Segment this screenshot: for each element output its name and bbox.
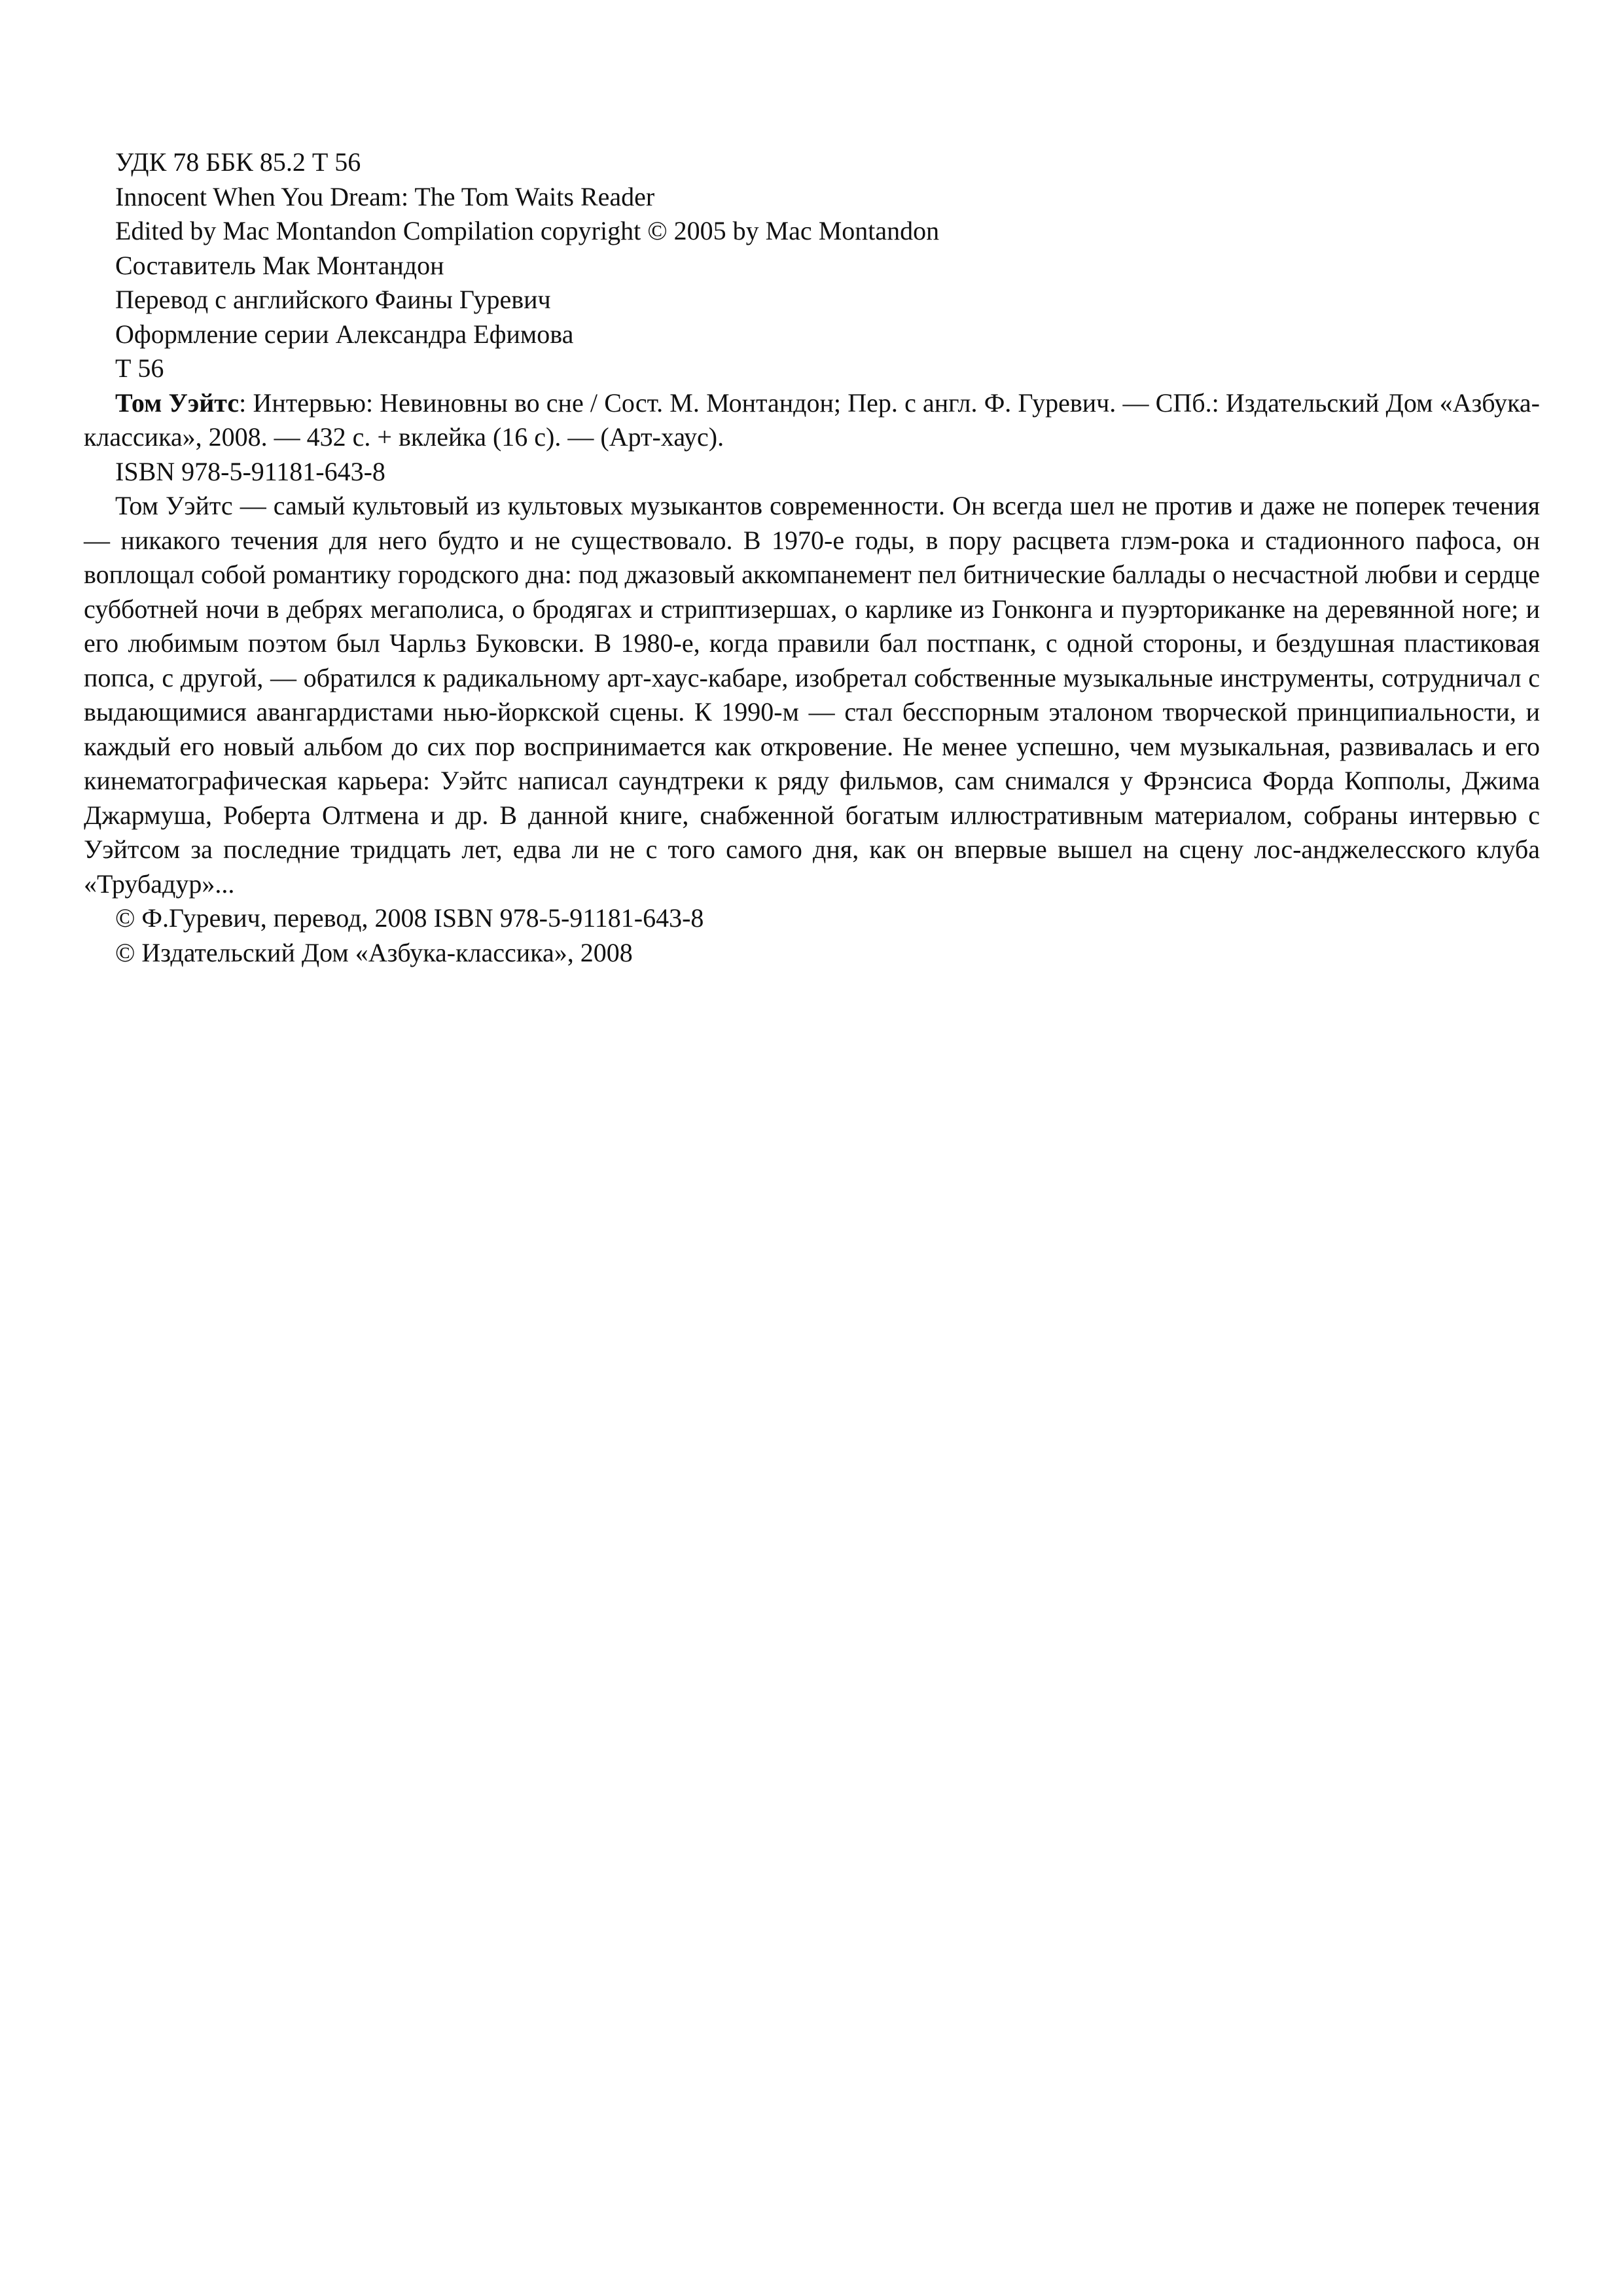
citation-author: Том Уэйтс [115,387,240,418]
original-title-line: Innocent When You Dream: The Tom Waits Reader [115,181,655,211]
edited-by-line: Edited by Mac Montandon Compilation copyright © 2005 by Mac Montandon [115,216,940,245]
bibliographic-citation [84,386,1540,455]
author-mark-line: Т 56 [115,353,164,383]
udc-bbk-line: УДК 78 ББК 85.2 Т 56 [115,147,361,177]
translation-line: Перевод с английского Фаины Гуревич [115,285,551,314]
compiler-line: Составитель Мак Монтандон [115,250,444,280]
isbn-line: ISBN 978-5-91181-643-8 [115,456,385,486]
copyright-translation-line: © Ф.Гуревич, перевод, 2008 ISBN 978-5-91181-643-8 [115,903,704,933]
imprint-text-block [84,145,1540,970]
annotation-paragraph: Том Уэйтс — самый культовый из культовых музыкантов современности. Он всегда шел не против и даже не поперек течения — никакого течения для него будто и не существовало. В 1970-е годы, в пору расцвета глэм-рока и стадионного пафоса, он воплощал собой романтику городского дна: под джазовый аккомпанемент пел битнические баллады о несчастной любви и сердце субботней ночи в дебрях мегаполиса, о бродягах и стриптизершах, о карлике из Гонконга и пуэрториканке на деревянной ноге; и его любимым поэтом был Чарльз Буковски. В 1980-е, когда правили бал постпанк, с одной стороны, и бездушная пластиковая попса, с другой, — обратился к радикальному арт-хаус-кабаре, изобретал собственные музыкальные инструменты, сотрудничал с выдающимися авангардистами нью-йоркской сцены. К 1990-м — стал бесспорным эталоном творческой принципиальности, и каждый его новый альбом до сих пор воспринимается как откровение. Не менее успешно, чем музыкальная, развивалась и его кинематографическая карьера: Уэйтс написал саундтреки к ряду фильмов, сам снимался у Фрэнсиса Форда Копполы, Джима Джармуша, Роберта Олтмена и др. В данной книге, снабженной богатым иллюстративным материалом, собраны интервью с Уэйтсом за последние тридцать лет, едва ли не с того самого дня, как он впервые вышел на сцену лос-анджелесского клуба «Трубадур»... [84,491,1540,899]
copyright-publisher-line: © Издательский Дом «Азбука-классика», 2008 [115,937,633,967]
series-design-line: Оформление серии Александра Ефимова [115,319,574,349]
citation-details: : Интервью: Невиновны во сне / Сост. М. Монтандон; Пер. с англ. Ф. Гуревич. — СПб.: Издательский Дом «Азбука-классика», 2008. — 432 с. + вклейка (16 с). — (Арт-хаус). [84,387,1540,452]
